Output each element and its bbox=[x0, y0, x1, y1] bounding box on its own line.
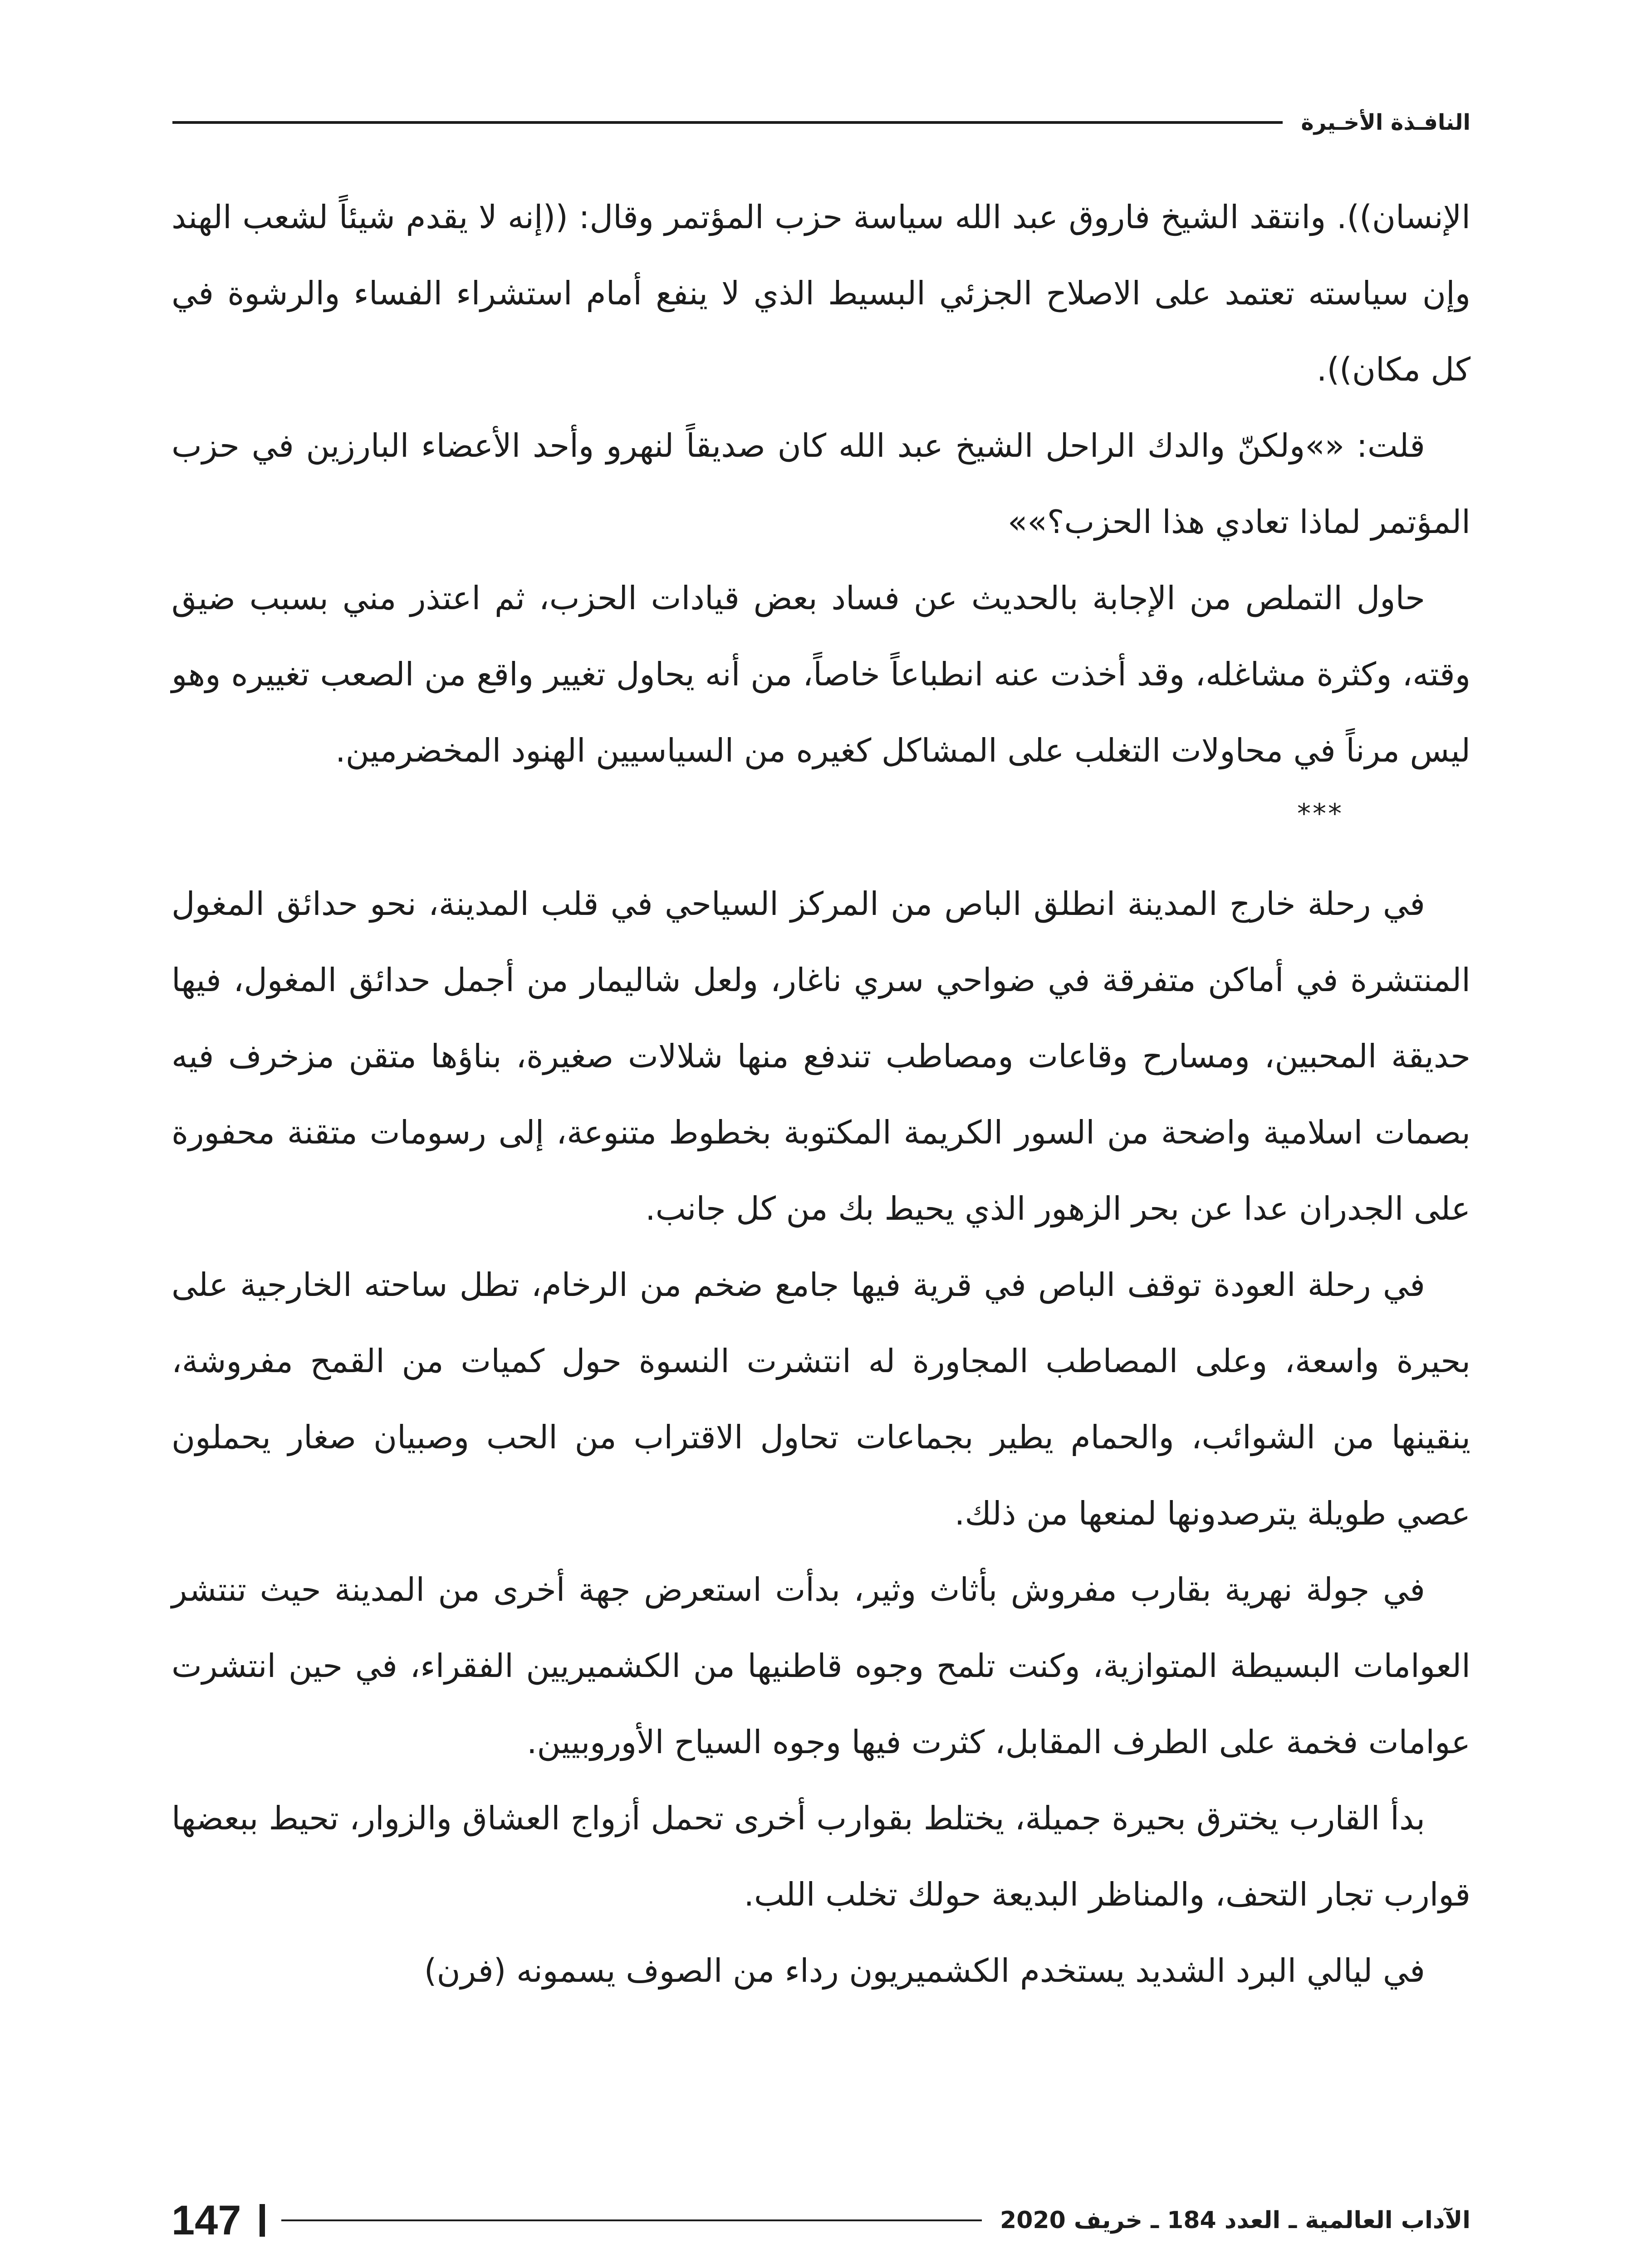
article-body bbox=[172, 179, 1470, 2009]
paragraph: في رحلة العودة توقف الباص في قرية فيها جامع ضخم من الرخام، تطل ساحته الخارجية على بحيرة واسعة، وعلى المصاطب المجاورة له انتشرت النسوة حول كميات من القمح مفروشة، ينقينها من الشوائب، والحمام يطير بجماعات تحاول الاقتراب من الحب وصبيان صغار يحملون عصي طويلة يترصدونها لمنعها من ذلك. bbox=[172, 1266, 1470, 1532]
page-footer bbox=[172, 2197, 1470, 2244]
paragraph: في جولة نهرية بقارب مفروش بأثاث وثير، بدأت استعرض جهة أخرى من المدينة حيث تنتشر العوامات البسيطة المتوازية، وكنت تلمح وجوه قاطنيها من الكشميريين الفقراء، في حين انتشرت عوامات فخمة على الطرف المقابل، كثرت فيها وجوه السياح الأوروبيين. bbox=[172, 1571, 1470, 1761]
paragraph: في رحلة خارج المدينة انطلق الباص من المركز السياحي في قلب المدينة، نحو حدائق المغول المنتشرة في أماكن متفرقة في ضواحي سري ناغار، ولعل شاليمار من أجمل حدائق المغول، فيها حديقة المحبين، ومسارح وقاعات ومصاطب تندفع منها شلالات صغيرة، بناؤها متقن مزخرف فيه بصمات اسلامية واضحة من السور الكريمة المكتوبة بخطوط متنوعة، إلى رسومات متقنة محفورة على الجدران عدا عن بحر الزهور الذي يحيط بك من كل جانب. bbox=[172, 885, 1470, 1227]
section-separator: *** bbox=[1297, 798, 1343, 830]
paragraph: في ليالي البرد الشديد يستخدم الكشميريون رداء من الصوف يسمونه (فرن) bbox=[424, 1952, 1425, 1989]
paragraph: بدأ القارب يخترق بحيرة جميلة، يختلط بقوارب أخرى تحمل أزواج العشاق والزوار، تحيط ببعضها قوارب تجار التحف، والمناظر البديعة حولك تخلب اللب. bbox=[172, 1799, 1470, 1913]
running-header bbox=[172, 102, 1470, 143]
paragraph: حاول التملص من الإجابة بالحديث عن فساد بعض قيادات الحزب، ثم اعتذر مني بسبب ضيق وقته، وكثرة مشاغله، وقد أخذت عنه انطباعاً خاصاً، من أنه يحاول تغيير واقع من الصعب تغييره وهو ليس مرناً في محاولات التغلب على المشاكل كغيره من السياسيين الهنود المخضرمين. bbox=[172, 579, 1470, 769]
header-title: النافـذة الأخـيرة bbox=[1301, 110, 1470, 135]
paragraph: الإنسان)). وانتقد الشيخ فاروق عبد الله سياسة حزب المؤتمر وقال: ((إنه لا يقدم شيئاً لشعب الهند وإن سياسته تعتمد على الاصلاح الجزئي البسيط الذي لا ينفع أمام استشراء الفساء والرشوة في كل مكان)). bbox=[172, 198, 1470, 388]
page-number: 147 bbox=[172, 2197, 241, 2244]
footer-divider-bar bbox=[260, 2204, 265, 2237]
journal-issue: الآداب العالمية ـ العدد 184 ـ خريف 2020 bbox=[1000, 2207, 1470, 2234]
paragraph: قلت: «»ولكنّ والدك الراحل الشيخ عبد الله كان صديقاً لنهرو وأحد الأعضاء البارزين في حزب المؤتمر لماذا تعادي هذا الحزب؟»» bbox=[172, 427, 1470, 541]
footer-rule bbox=[281, 2219, 982, 2221]
header-rule bbox=[172, 121, 1283, 124]
